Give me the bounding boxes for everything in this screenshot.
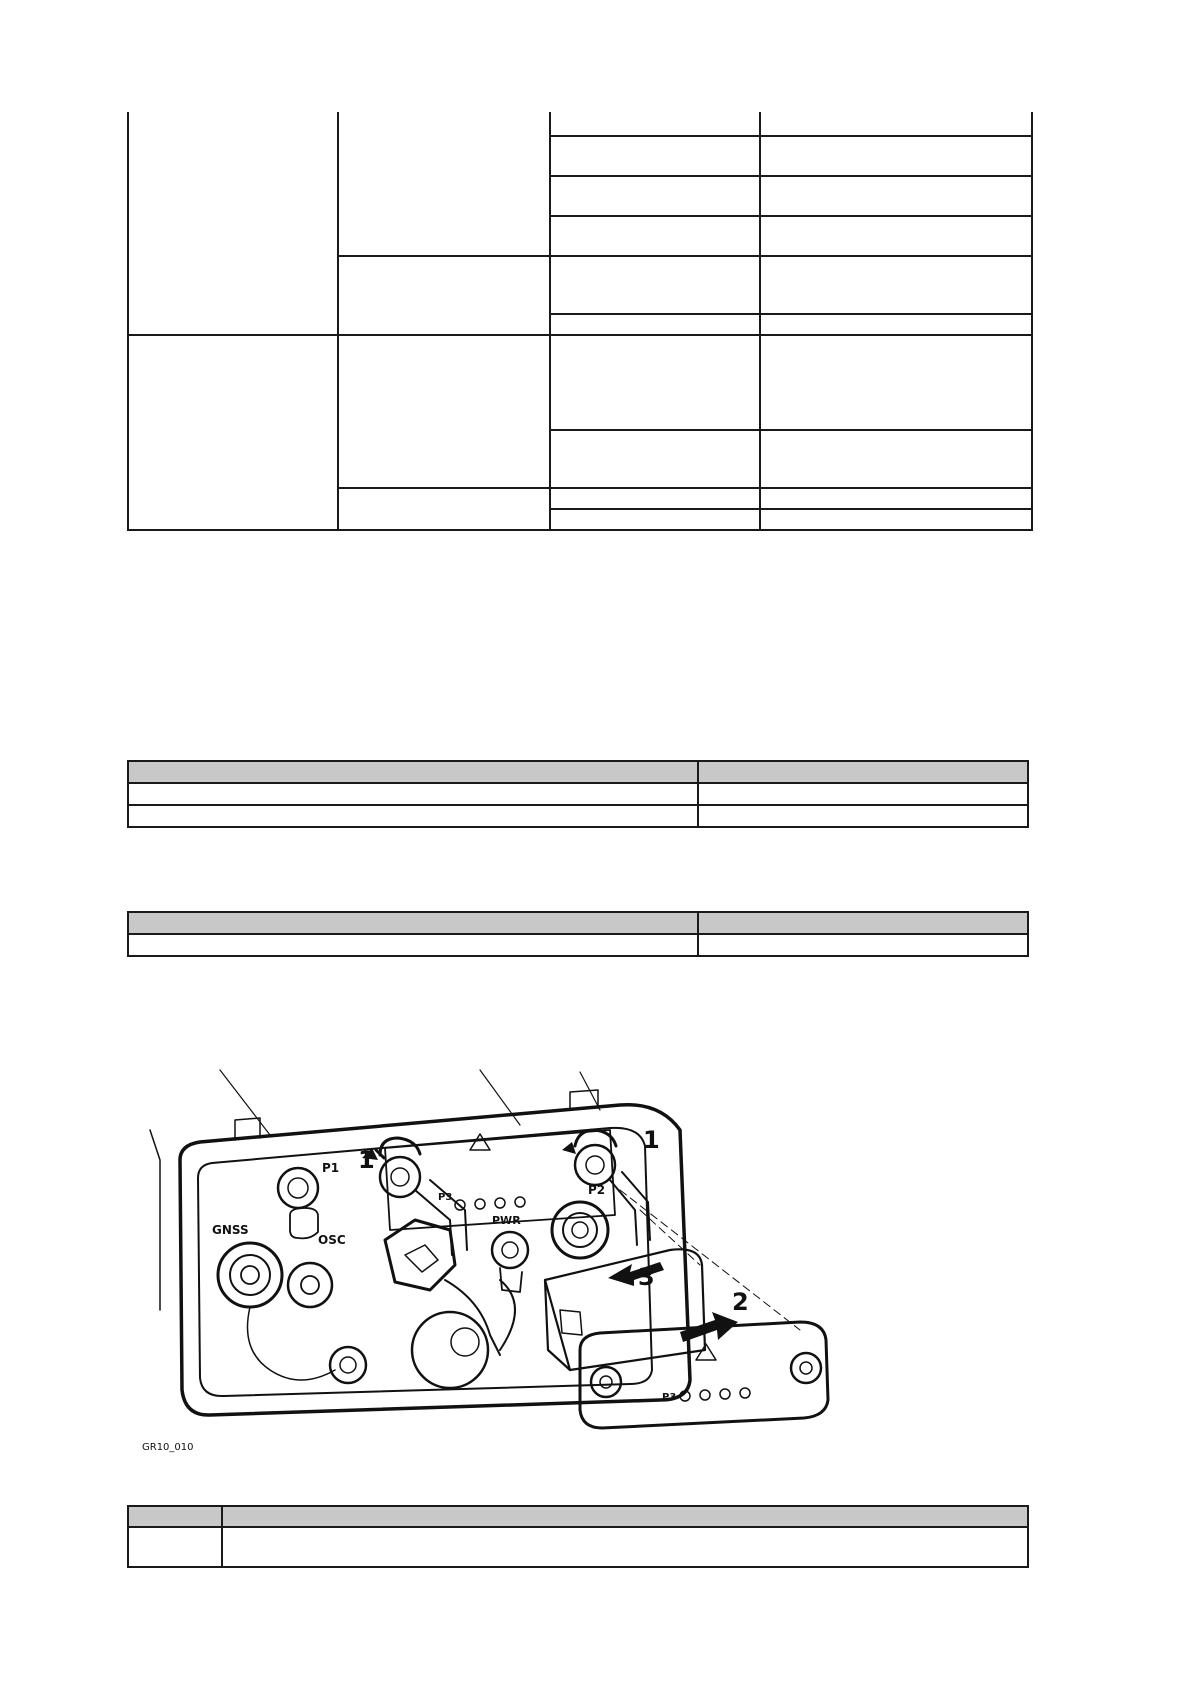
label-p1: P1	[322, 1161, 340, 1175]
table-cell	[338, 256, 550, 335]
table-header-cell	[128, 761, 698, 783]
table-cell	[550, 488, 760, 509]
two-column-table	[127, 911, 1029, 957]
label-p3-slot: P3	[438, 1192, 453, 1203]
table-cell	[550, 335, 760, 430]
table-cell	[550, 256, 760, 314]
label-pwr: PWR	[492, 1214, 521, 1227]
callout-1-right: 1	[643, 1126, 660, 1154]
label-gnss: GNSS	[212, 1223, 249, 1237]
table-header-cell	[698, 761, 1028, 783]
callout-3: 3	[638, 1263, 655, 1291]
table-cell	[128, 934, 698, 956]
label-p3-module: P3	[662, 1392, 677, 1403]
table-cell	[760, 488, 1032, 509]
table-cell	[698, 805, 1028, 827]
table-cell	[760, 112, 1032, 136]
callout-1-left: 1	[358, 1146, 375, 1174]
table-header-cell	[128, 1506, 222, 1527]
table-cell	[760, 176, 1032, 216]
label-osc: OSC	[318, 1233, 346, 1247]
table-cell	[550, 176, 760, 216]
figure-id: GR10_010	[142, 1442, 194, 1453]
table-header-cell	[698, 912, 1028, 934]
table-cell	[698, 783, 1028, 805]
table-cell	[760, 430, 1032, 488]
two-column-table	[127, 760, 1029, 828]
table-cell	[550, 216, 760, 256]
table-cell	[550, 112, 760, 136]
table-cell	[760, 256, 1032, 314]
table-cell	[338, 112, 550, 256]
table-cell	[128, 1527, 222, 1567]
table-header-cell	[128, 912, 698, 934]
table-cell	[550, 136, 760, 176]
table-cell	[760, 314, 1032, 335]
device-illustration	[140, 1050, 900, 1470]
table-cell	[550, 509, 760, 530]
table-cell	[338, 335, 550, 488]
table-cell	[760, 216, 1032, 256]
table-cell	[128, 112, 338, 335]
table-cell	[760, 509, 1032, 530]
table-cell	[128, 783, 698, 805]
callout-2: 2	[732, 1288, 749, 1316]
table-cell	[760, 136, 1032, 176]
label-p2: P2	[588, 1183, 606, 1197]
table-cell	[222, 1527, 1028, 1567]
spec-table-continued	[127, 112, 1033, 531]
table-header-cell	[222, 1506, 1028, 1527]
table-cell	[550, 430, 760, 488]
legend-table	[127, 1505, 1029, 1568]
table-cell	[698, 934, 1028, 956]
table-cell	[338, 488, 550, 530]
table-cell	[550, 314, 760, 335]
table-cell	[128, 335, 338, 530]
table-cell	[760, 335, 1032, 430]
table-cell	[128, 805, 698, 827]
